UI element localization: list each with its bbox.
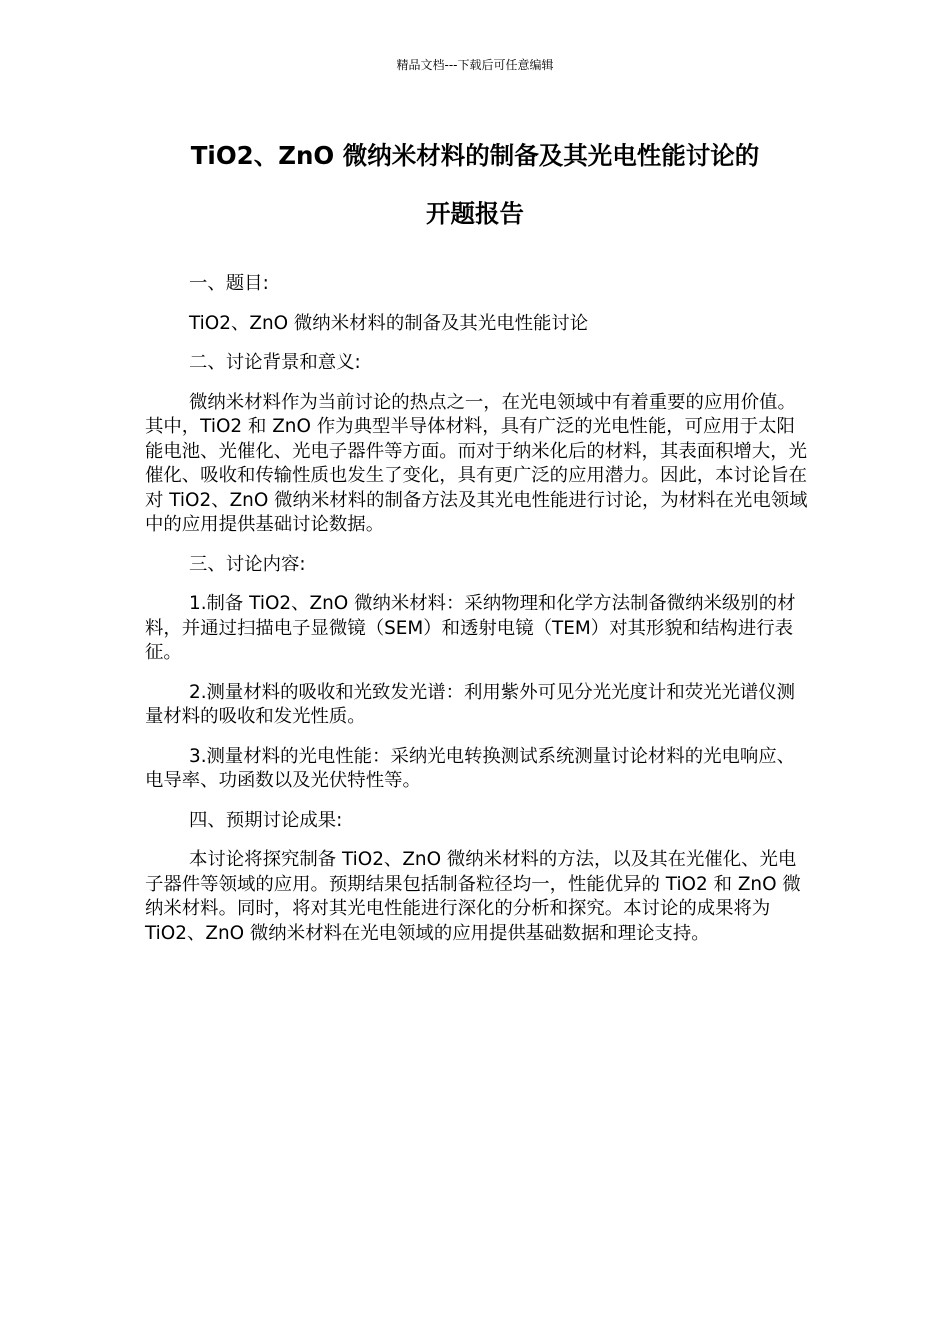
document-title-line-1: TiO2、ZnO 微纳米材料的制备及其光电性能讨论的: [190, 141, 760, 170]
section-heading-background: 二、讨论背景和意义:: [189, 352, 361, 373]
content-item-1: 1.制备 TiO2、ZnO 微纳米材料：采纳物理和化学方法制备微纳米级别的材料，并通过扫描电子显微镜（SEM）和透射电镜（TEM）对其形貌和结构进行表征。: [145, 593, 796, 663]
content-item-3: 3.测量材料的光电性能：采纳光电转换测试系统测量讨论材料的光电响应、电导率、功函数以及光伏特性等。: [145, 745, 796, 791]
section-heading-topic: 一、题目:: [189, 273, 269, 294]
document-title-line-2: 开题报告: [426, 199, 524, 228]
section-heading-content: 三、讨论内容:: [189, 553, 306, 575]
topic-text: TiO2、ZnO 微纳米材料的制备及其光电性能讨论: [189, 312, 589, 334]
background-paragraph: 微纳米材料作为当前讨论的热点之一，在光电领域中有着重要的应用价值。其中，TiO2 和 ZnO 作为典型半导体材料，具有广泛的光电性能，可应用于太阳能电池、光催化、光电子器件等方面。而对于纳米化后的材料，其表面积增大，光催化、吸收和传输性质也发生了变化，具有更广泛的应用潜力。因此，本讨论旨在对 TiO2、ZnO 微纳米材料的制备方法及其光电性能进行讨论，为材料在光电领域中的应用提供基础讨论数据。: [145, 391, 808, 535]
document-body: [145, 272, 810, 961]
page-header-watermark: 精品文档---下载后可任意编辑: [396, 58, 554, 72]
results-paragraph: 本讨论将探究制备 TiO2、ZnO 微纳米材料的方法，以及其在光催化、光电子器件等领域的应用。预期结果包括制备粒径均一，性能优异的 TiO2 和 ZnO 微纳米材料。同时，将对其光电性能进行深化的分析和探究。本讨论的成果将为 TiO2、ZnO 微纳米材料在光电领域的应用提供基础数据和理论支持。: [145, 849, 801, 944]
section-heading-results: 四、预期讨论成果:: [189, 809, 343, 831]
content-item-2: 2.测量材料的吸收和光致发光谱：利用紫外可见分光光度计和荧光光谱仪测量材料的吸收和发光性质。: [145, 681, 796, 727]
